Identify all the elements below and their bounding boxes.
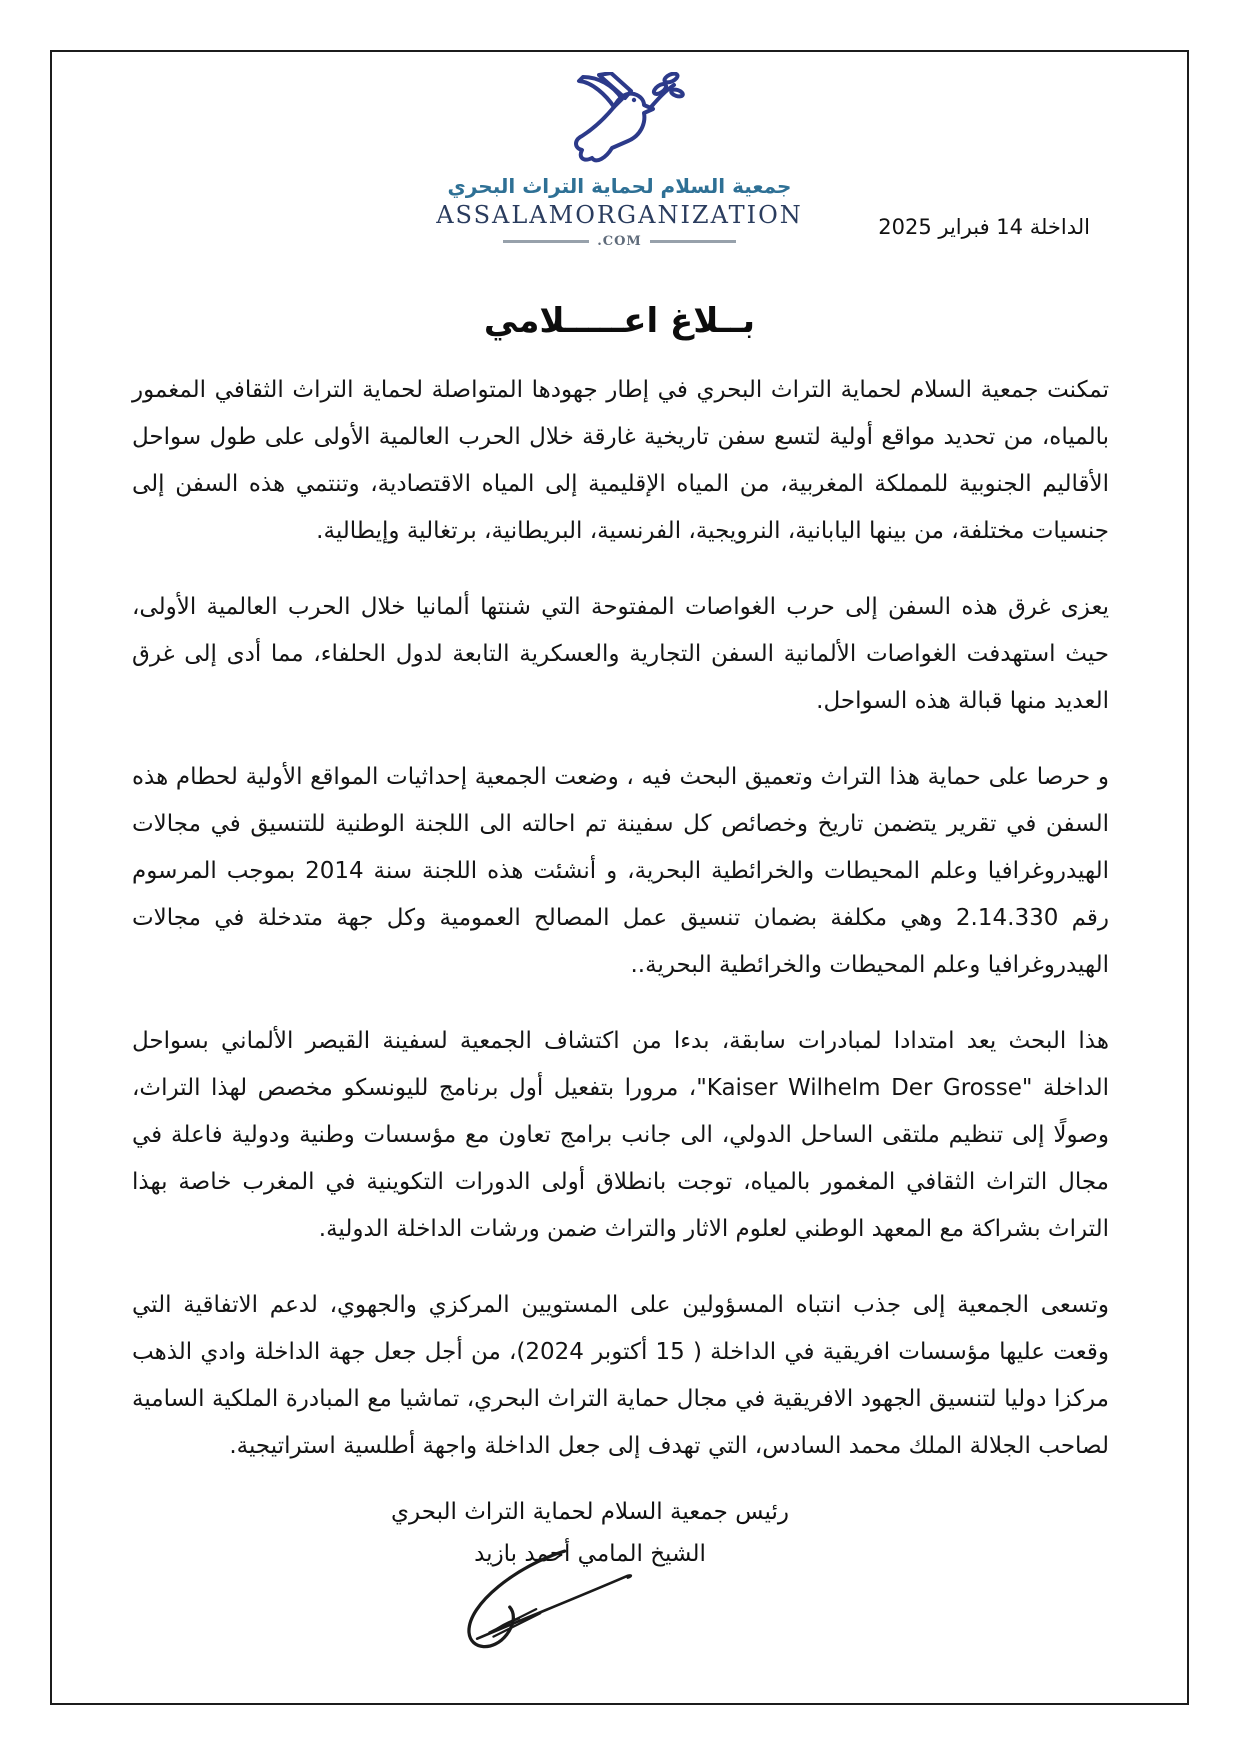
body-paragraph: وتسعى الجمعية إلى جذب انتباه المسؤولين على المستويين المركزي والجهوي، لدعم الاتفاقية التي وقعت عليها مؤسسات افريقية في الداخلة ( 15 أكتوبر 2024)، من أجل جعل جهة الداخلة وادي الذهب مركزا دوليا لتنسيق الجهود الافريقية في مجال حماية التراث البحري، تماشيا مع المبادرة الملكية السامية لصاحب الجلالة الملك محمد السادس، التي تهدف إلى جعل الداخلة واجهة أطلسية استراتيجية. — [132, 1292, 1109, 1459]
document-frame — [50, 50, 1189, 1705]
dateline: الداخلة 14 فبراير 2025 — [878, 215, 1090, 239]
logo-arabic-name: جمعية السلام لحماية التراث البحري — [447, 174, 792, 198]
domain-rule-left — [503, 240, 589, 243]
logo-domain: .COM — [597, 234, 642, 249]
press-release-title: بــلاغ اعـــــلامي — [483, 301, 756, 341]
body-paragraph: هذا البحث يعد امتدادا لمبادرات سابقة، بدءا من اكتشاف الجمعية لسفينة القيصر الألماني بسواحل الداخلة "Kaiser Wilhelm Der Grosse"، مرورا بتفعيل أول برنامج لليونسكو مخصص لهذا التراث، وصولًا إلى تنظيم ملتقى الساحل الدولي، الى جانب برامج تعاون مع مؤسسات وطنية ودولية فاعلة في مجال التراث الثقافي المغمور بالمياه، توجت بانطلاق أولى الدورات التكوينية في المغرب خاصة بهذا التراث بشراكة مع المعهد الوطني لعلوم الاثار والتراث ضمن ورشات الداخلة الدولية. — [132, 1028, 1109, 1242]
body-paragraph: و حرصا على حماية هذا التراث وتعميق البحث فيه ، وضعت الجمعية إحداثيات المواقع الأولية لحطام هذه السفن في تقرير يتضمن تاريخ وخصائص كل سفينة تم احالته الى اللجنة الوطنية للتنسيق في مجالات الهيدروغرافيا وعلم المحيطات والخرائطية البحرية، و أنشئت هذه اللجنة سنة 2014 بموجب المرسوم رقم 2.14.330 وهي مكلفة بضمان تنسيق عمل المصالح العمومية وكل جهة متدخلة في مجالات الهيدروغرافيا وعلم المحيطات والخرائطية البحرية.. — [132, 764, 1109, 978]
domain-rule-right — [650, 240, 736, 243]
signature-role: رئيس جمعية السلام لحماية التراث البحري — [391, 1499, 789, 1525]
handwritten-signature-icon — [445, 1545, 660, 1657]
logo-domain-row — [503, 234, 736, 249]
letter-body — [52, 341, 1187, 1470]
logo-latin-name: ASSALAMORGANIZATION — [436, 201, 803, 229]
signature-name: الشيخ المامي أحمد بازيد — [474, 1541, 706, 1567]
body-paragraph: يعزى غرق هذه السفن إلى حرب الغواصات المفتوحة التي شنتها ألمانيا خلال الحرب العالمية الأولى، حيث استهدفت الغواصات الألمانية السفن التجارية والعسكرية التابعة لدول الحلفاء، مما أدى إلى غرق العديد منها قبالة هذه السواحل. — [132, 594, 1109, 714]
body-paragraph: تمكنت جمعية السلام لحماية التراث البحري في إطار جهودها المتواصلة لحماية التراث الثقافي المغمور بالمياه، من تحديد مواقع أولية لتسع سفن تاريخية غارقة خلال الحرب العالمية الأولى على طول سواحل الأقاليم الجنوبية للمملكة المغربية، من المياه الإقليمية إلى المياه الاقتصادية، وتنتمي هذه السفن إلى جنسيات مختلفة، من بينها اليابانية، النرويجية، الفرنسية، البريطانية، برتغالية وإيطالية. — [132, 377, 1109, 544]
dove-olive-branch-icon — [545, 72, 695, 172]
signature-block — [320, 1499, 860, 1657]
